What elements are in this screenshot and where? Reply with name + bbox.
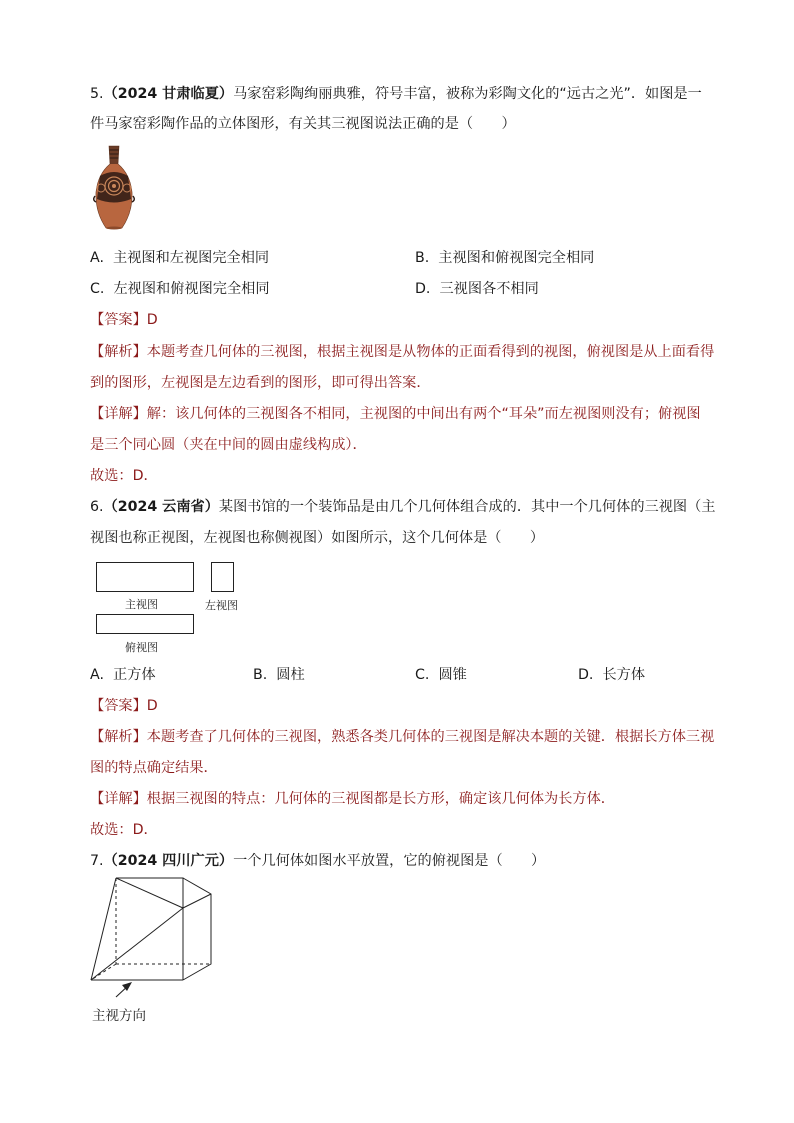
q5-stem-line-2: 件马家窑彩陶作品的立体图形，有关其三视图说法正确的是（ ） bbox=[90, 116, 516, 132]
q5-source: （2024 甘肃临夏） bbox=[103, 86, 234, 102]
q6-detail-line-1: 【详解】根据三视图的特点：几何体的三视图都是长方形，确定该几何体为长方体． bbox=[90, 791, 615, 807]
q6-top-view-caption: 俯视图 bbox=[125, 641, 158, 654]
q6-option-a: A. 正方体 bbox=[90, 667, 156, 683]
majiayao-pottery-image bbox=[92, 144, 136, 236]
q6-source: （2024 云南省） bbox=[103, 499, 219, 515]
q5-option-a: A. 主视图和左视图完全相同 bbox=[90, 250, 270, 266]
q6-left-view-caption: 左视图 bbox=[205, 599, 238, 612]
q6-answer: 【答案】D bbox=[90, 698, 158, 714]
q7-stem-1: 一个几何体如图水平放置，它的俯视图是（ ） bbox=[233, 853, 546, 869]
q5-option-c: C. 左视图和俯视图完全相同 bbox=[90, 281, 270, 297]
q5-detail-line-2: 是三个同心圆（夹在中间的圆由虚线构成）． bbox=[90, 437, 367, 453]
q6-front-view-rect bbox=[96, 562, 194, 592]
q6-stem-line-2: 视图也称正视图，左视图也称侧视图）如图所示，这个几何体是（ ） bbox=[90, 530, 545, 546]
q6-option-d: D. 长方体 bbox=[578, 667, 646, 683]
q6-stem-line-1 bbox=[90, 497, 716, 517]
q5-detail-line-1: 【详解】解：该几何体的三视图各不相同，主视图的中间出有两个“耳朵”而左视图则没有；俯视图 bbox=[90, 406, 701, 422]
q5-choose: 故选：D． bbox=[90, 468, 158, 484]
q5-option-d: D. 三视图各不相同 bbox=[415, 281, 539, 297]
q5-stem-line-1 bbox=[90, 84, 702, 104]
q5-answer: 【答案】D bbox=[90, 312, 158, 328]
q7-stem-line-1 bbox=[90, 851, 545, 871]
q6-number: 6. bbox=[90, 499, 104, 515]
q7-source: （2024 四川广元） bbox=[103, 853, 234, 869]
q6-choose: 故选：D． bbox=[90, 822, 158, 838]
q6-left-view-rect bbox=[211, 562, 234, 592]
q5-stem-1: 马家窑彩陶绚丽典雅，符号丰富，被称为彩陶文化的“远古之光”．如图是一 bbox=[233, 86, 702, 102]
q5-analysis-line-2: 到的图形，左视图是左边看到的图形，即可得出答案． bbox=[90, 375, 431, 391]
q6-analysis-line-1: 【解析】本题考查了几何体的三视图，熟悉各类几何体的三视图是解决本题的关键．根据长方体三视 bbox=[90, 729, 715, 745]
q5-option-b: B. 主视图和俯视图完全相同 bbox=[415, 250, 595, 266]
q5-number: 5. bbox=[90, 86, 104, 102]
q6-front-view-caption: 主视图 bbox=[125, 598, 158, 611]
q6-option-c: C. 圆锥 bbox=[415, 667, 467, 683]
q6-stem-1: 某图书馆的一个装饰品是由几个几何体组合成的．其中一个几何体的三视图（主 bbox=[218, 499, 716, 515]
q7-solid-figure bbox=[86, 874, 218, 998]
q7-direction-caption: 主视方向 bbox=[92, 1008, 146, 1024]
q6-option-b: B. 圆柱 bbox=[253, 667, 305, 683]
q6-analysis-line-2: 图的特点确定结果． bbox=[90, 760, 218, 776]
q5-analysis-line-1: 【解析】本题考查几何体的三视图，根据主视图是从物体的正面看得到的视图，俯视图是从上面看得 bbox=[90, 344, 715, 360]
q7-number: 7. bbox=[90, 853, 104, 869]
q6-top-view-rect bbox=[96, 614, 194, 634]
